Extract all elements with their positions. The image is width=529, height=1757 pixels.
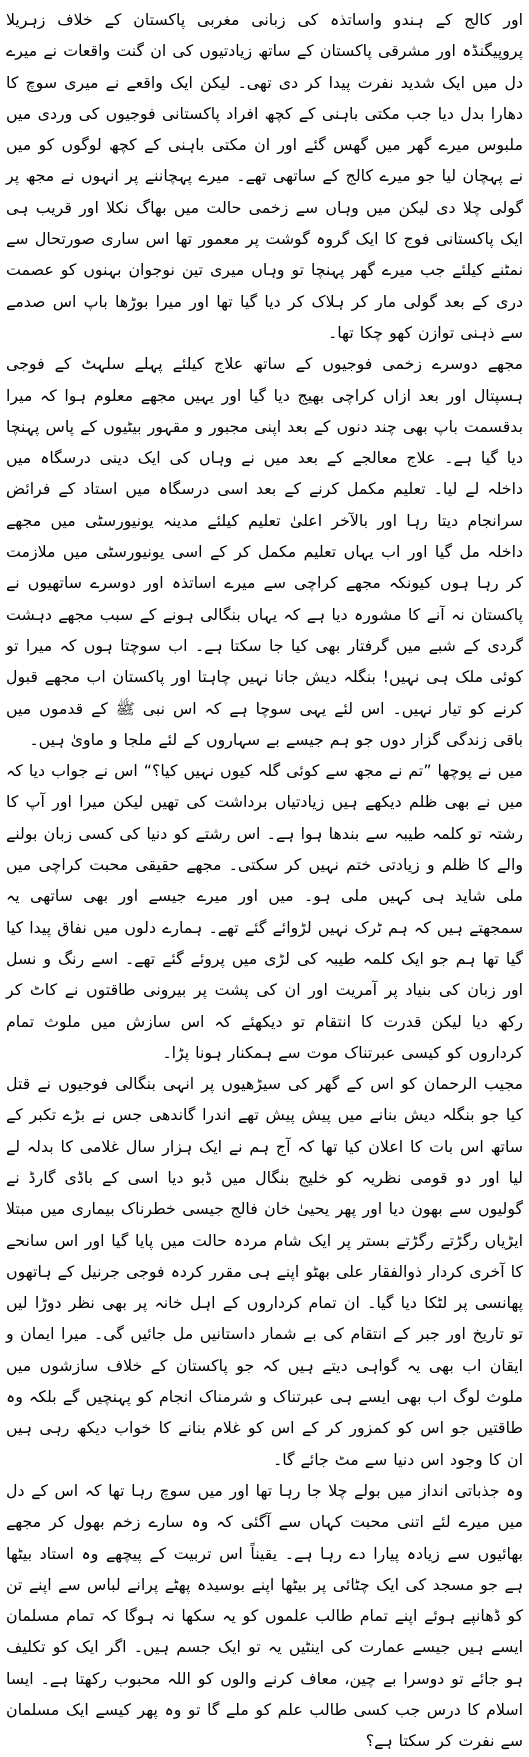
paragraph-4: مجیب الرحمان کو اس کے گھر کی سیڑھیوں پر انہی بنگالی فوجیوں نے قتل کیا جو بنگلہ دیش بنانے میں پیش پیش تھے اندرا گاندھی جس نے بڑے تکبر کے ساتھ اس بات کا اعلان کیا تھا کہ آج ہم نے ایک ہزار سال غلامی کا بدلہ لے لیا اور دو قومی نظریہ کو خلیج بنگال میں ڈبو دیا اسی کے باڈی گارڈ نے گولیوں سے بھون دیا اور پھر یحییٰ خان فالج جیسی خطرناک بیماری میں مبتلا ایڑیاں رگڑتے رگڑتے بستر پر ایک شام مردہ حالت میں پایا گیا اور اس سانحے کا آخری کردار ذوالفقار علی بھٹو اپنے ہی مقرر کردہ فوجی جرنیل کے ہاتھوں پھانسی پر لٹکا دیا گیا۔ ان تمام کرداروں کے اہل خانہ پر بھی نظر دوڑا لیں تو تاریخ اور جبر کے انتقام کی بے شمار داستانیں مل جائیں گی۔ میرا ایمان و ایقان اب بھی یہ گواہی دیتے ہیں کہ جو پاکستان کے خلاف سازشوں میں ملوث لوگ اب بھی ایسے ہی عبرتناک و شرمناک انجام کو پہنچیں گے بلکہ وہ طاقتیں جو اس کو کمزور کر کے اس کو غلام بنانے کا خواب دیکھ رہی ہیں ان کا وجود اس دنیا سے مٹ جائے گا۔ — [6, 1074, 523, 1469]
paragraph-2: مجھے دوسرے زخمی فوجیوں کے ساتھ علاج کیلئے پہلے سلہٹ کے فوجی ہسپتال اور بعد ازاں کراچی بھیج دیا گیا اور یہیں مجھے معلوم ہوا کہ میرا بدقسمت باپ بھی چند دنوں کے بعد اپنی مجبور و مقہور بیٹیوں کے پاس پہنچا دیا گیا ہے۔ علاج معالجے کے بعد میں نے وہاں کی ایک دینی درسگاہ میں داخلہ لے لیا۔ تعلیم مکمل کرنے کے بعد اسی درسگاہ میں استاد کے فرائض سرانجام دیتا رہا اور بالآخر اعلیٰ تعلیم کیلئے مدینہ یونیورسٹی میں مجھے داخلہ مل گیا اور اب یہاں تعلیم مکمل کر کے اسی یونیورسٹی میں ملازمت کر رہا ہوں کیونکہ مجھے کراچی سے میرے اساتذہ اور دوسرے ساتھیوں نے پاکستان نہ آنے کا مشورہ دیا ہے کہ یہاں بنگالی ہونے کے سبب مجھے دہشت گردی کے شبے میں گرفتار بھی کیا جا سکتا ہے۔ اب سوچتا ہوں کہ میرا تو کوئی ملک ہی نہیں! بنگلہ دیش جانا نہیں چاہتا اور پاکستان اب مجھے قبول کرنے کو تیار نہیں۔ اس لئے یہی سوچا ہے کہ اس نبی ﷺ کے قدموں میں باقی زندگی گزار دوں جو ہم جیسے بے سہاروں کے لئے ملجا و ماویٰ ہیں۔ — [6, 354, 523, 749]
paragraph-1: اور کالج کے ہندو واساتذہ کی زبانی مغربی پاکستان کے خلاف زہریلا پروپیگنڈہ اور مشرقی پاکستان کے ساتھ زیادتیوں کی ان گنت واقعات نے میرے دل میں ایک شدید نفرت پیدا کر دی تھی۔ لیکن ایک واقعے نے میری سوچ کا دھارا بدل دیا جب مکتی باہنی کے کچھ افراد پاکستانی فوجیوں کی وردی میں ملبوس میرے گھر میں گھس گئے اور ان مکتی باہنی کے کچھ لوگوں کو میں نے پہچان لیا جو میرے کالج کے ساتھی تھے۔ میرے پہچاننے پر انہوں نے مجھ پر گولی چلا دی لیکن میں وہاں سے زخمی حالت میں بھاگ نکلا اور قریب ہی ایک پاکستانی فوج کا ایک گروہ گوشت پر معمور تھا اس ساری صورتحال سے نمٹنے کیلئے جب میرے گھر پہنچا تو وہاں میری تین نوجوان بہنوں کو عصمت دری کے بعد گولی مار کر ہلاک کر دیا گیا تھا اور میرا بوڑھا باپ اس صدمے سے ذہنی توازن کھو چکا تھا۔ — [6, 10, 523, 342]
paragraph-5: وہ جذباتی انداز میں بولے چلا جا رہا تھا اور میں سوچ رہا تھا کہ اس کے دل میں میرے لئے اتنی محبت کہاں سے آگئی کہ وہ سارے زخم بھول کر مجھے بھائیوں سے زیادہ پیارا دے رہا ہے۔ یقیناً اس تربیت کے پیچھے وہ استاد بیٹھا ہے جو مسجد کی ایک چٹائی پر بیٹھا اپنے بوسیدہ پھٹے پرانے لباس سے اپنے تن کو ڈھانپے ہوئے اپنے تمام طالب علموں کو یہ سکھا نہ ہوگا کہ تمام مسلمان ایسے ہیں جیسے عمارت کی اینٹیں یہ تو ایک جسم ہیں۔ اگر ایک کو تکلیف ہو جائے تو دوسرا بے چین، معاف کرنے والوں کو اللہ محبوب رکھتا ہے۔ ایسا اسلام کا درس جب کسی طالب علم کو ملے گا تو وہ پھر کیسے ایک مسلمان سے نفرت کر سکتا ہے؟ — [6, 1480, 523, 1751]
paragraph-3: میں نے پوچھا ”تم نے مجھ سے کوئی گلہ کیوں نہیں کیا؟“ اس نے جواب دیا کہ میں نے بھی ظلم دیکھے ہیں زیادتیاں برداشت کی تھیں لیکن میرا اور آپ کا رشتہ تو کلمہ طیبہ سے بندھا ہوا ہے۔ اس رشتے کو دنیا کی کسی زبان بولنے والے کا ظلم و زیادتی ختم نہیں کر سکتی۔ مجھے حقیقی محبت کراچی میں ملی شاید ہی کہیں ملی ہو۔ میں اور میرے جیسے اور بھی ساتھی یہ سمجھتے ہیں کہ ہم ٹرک نہیں لڑوائے گئے تھے۔ ہمارے دلوں میں نفاق پیدا کیا گیا تھا ہم جو ایک کلمہ طیبہ کی لڑی میں پروئے گئے تھے۔ اسے رنگ و نسل اور زبان کی بنیاد پر آمریت اور ان کی پشت پر بیرونی طاقتوں نے کاٹ کر رکھ دیا لیکن قدرت کا انتقام تو دیکھئے کہ اس سازش میں ملوث تمام کرداروں کو کیسی عبرتناک موت سے ہمکنار ہونا پڑا۔ — [6, 761, 523, 1062]
